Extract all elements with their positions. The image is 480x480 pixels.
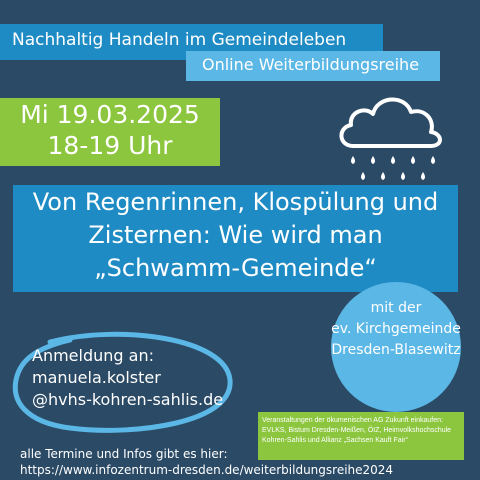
event-title-line: Zisternen: Wie wird man bbox=[88, 221, 383, 249]
subtitle: Online Weiterbildungsreihe bbox=[202, 55, 420, 74]
registration-email-user: manuela.kolster bbox=[32, 368, 161, 387]
ag-note-line: Veranstaltungen der ökumenischen AG Zukunft einkaufen: bbox=[262, 417, 443, 424]
ag-note-line: Kohren-Sahlis und Allianz „Sachsen Kauft Fair“ bbox=[262, 437, 408, 444]
series-title: Nachhaltig Handeln im Gemeindeleben bbox=[12, 30, 347, 50]
partner-line: mit der bbox=[370, 300, 422, 316]
event-title-line: „Schwamm-Gemeinde“ bbox=[94, 254, 377, 282]
partner-line: ev. Kirchgemeinde bbox=[331, 321, 461, 337]
event-title bbox=[13, 186, 458, 285]
rain-cloud-icon bbox=[333, 88, 449, 188]
registration-info bbox=[32, 345, 223, 411]
event-date: Mi 19.03.2025 bbox=[20, 100, 200, 129]
registration-email-domain: @hvhs-kohren-sahlis.de bbox=[32, 390, 224, 409]
registration-email[interactable] bbox=[32, 367, 223, 411]
footer-url-link[interactable]: https://www.infozentrum-dresden.de/weiterbildungsreihe2024 bbox=[20, 463, 394, 477]
footer-info: alle Termine und Infos gibt es hier: bbox=[20, 447, 228, 461]
ag-note-line: EVLKS, Bistum Dresden-Meißen, ÖIZ, Heimvolkshochschule bbox=[262, 427, 452, 434]
event-title-line: Von Regenrinnen, Klospülung und bbox=[32, 188, 439, 216]
registration-label: Anmeldung an: bbox=[32, 346, 154, 365]
partner-line: Dresden-Blasewitz bbox=[331, 342, 461, 358]
event-time: 18-19 Uhr bbox=[47, 131, 173, 160]
ag-note bbox=[262, 416, 462, 446]
partner-text bbox=[331, 298, 461, 361]
